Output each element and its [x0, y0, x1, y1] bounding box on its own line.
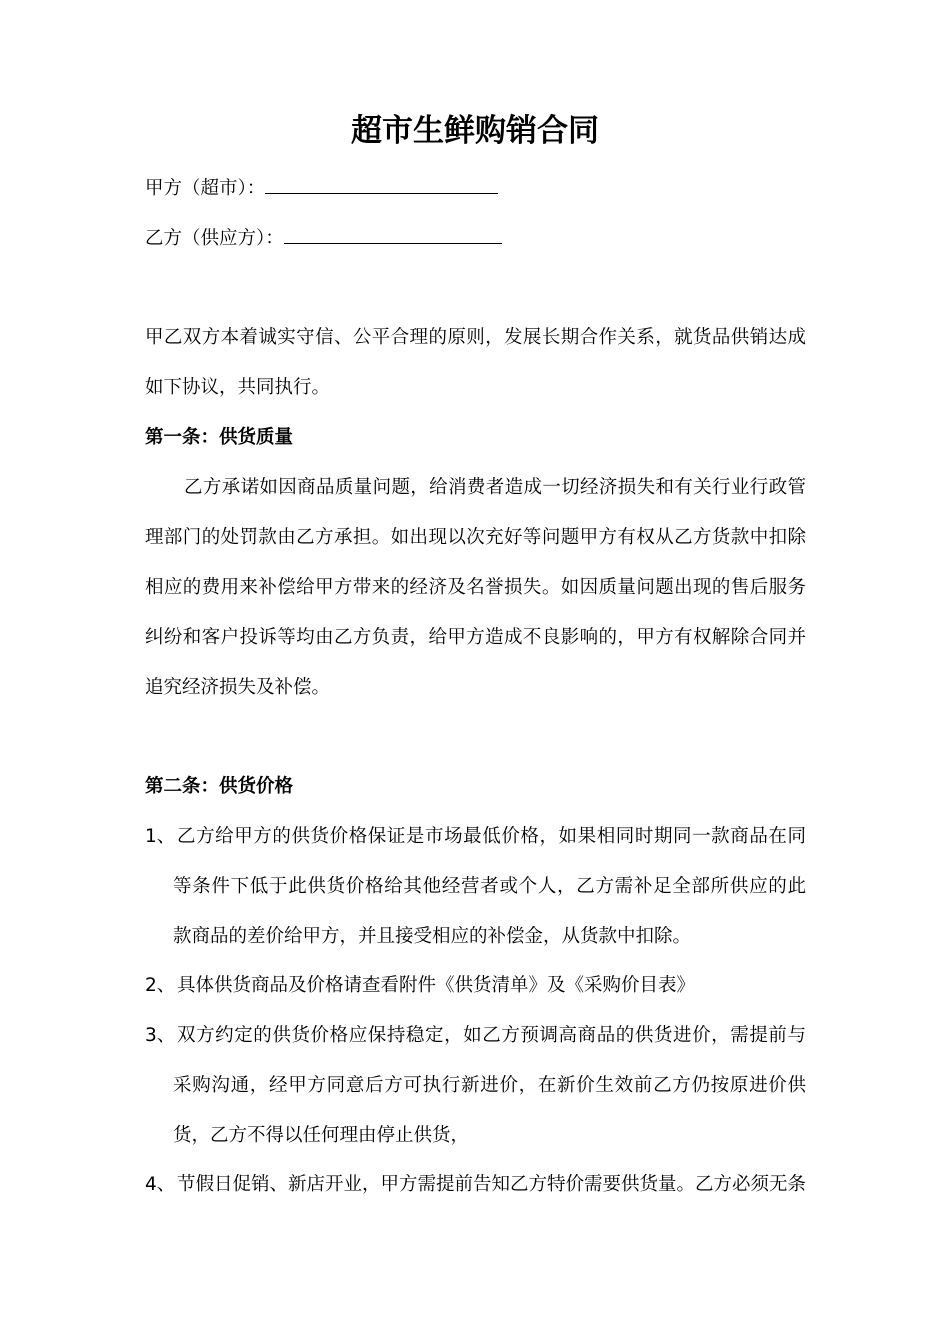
article1-line: 乙方承诺如因商品质量问题，给消费者造成一切经济损失和有关行业行政管 — [184, 477, 806, 498]
party-a-label: 甲方（超市）： — [145, 178, 266, 199]
item-line: 双方约定的供货价格应保持稳定，如乙方预调高商品的供货进价，需提前与 — [177, 1025, 806, 1046]
item-number: 3、 — [145, 1025, 176, 1046]
item-line: 款商品的差价给甲方，并且接受相应的补偿金，从货款中扣除。 — [173, 926, 692, 947]
article2-heading: 第二条：供货价格 — [145, 776, 294, 797]
article1-line: 相应的费用来补偿给甲方带来的经济及名誉损失。如因质量问题出现的售后服务 — [145, 577, 806, 598]
item-line: 货，乙方不得以任何理由停止供货， — [173, 1125, 470, 1146]
article1-line: 追究经济损失及补偿。 — [145, 677, 331, 698]
item-line: 乙方给甲方的供货价格保证是市场最低价格，如果相同时期同一款商品在同 — [177, 826, 806, 847]
item-line: 具体供货商品及价格请查看附件《供货清单》及《采购价目表》 — [177, 975, 696, 996]
party-a-blank[interactable] — [265, 175, 498, 194]
item-line: 节假日促销、新店开业，甲方需提前告知乙方特价需要供货量。乙方必须无条 — [177, 1174, 807, 1195]
article1-line: 纠纷和客户投诉等均由乙方负责，给甲方造成不良影响的，甲方有权解除合同并 — [145, 627, 806, 648]
document-title: 超市生鲜购销合同 — [351, 113, 599, 149]
party-b-field — [145, 225, 806, 251]
item-number: 2、 — [145, 975, 176, 996]
article1-line: 理部门的处罚款由乙方承担。如出现以次充好等问题甲方有权从乙方货款中扣除 — [145, 527, 806, 548]
item-line: 等条件下低于此供货价格给其他经营者或个人，乙方需补足全部所供应的此 — [173, 876, 806, 897]
intro-line: 甲乙双方本着诚实守信、公平合理的原则，发展长期合作关系，就货品供销达成 — [145, 327, 806, 348]
party-a-field — [145, 175, 806, 201]
item-number: 1、 — [145, 826, 176, 847]
intro-line: 如下协议，共同执行。 — [145, 377, 331, 398]
item-number: 4、 — [145, 1174, 176, 1195]
article1-heading: 第一条：供货质量 — [145, 427, 294, 448]
party-b-label: 乙方（供应方）： — [145, 228, 284, 249]
party-b-blank[interactable] — [284, 225, 502, 244]
item-line: 采购沟通，经甲方同意后方可执行新进价，在新价生效前乙方仍按原进价供 — [173, 1075, 806, 1096]
